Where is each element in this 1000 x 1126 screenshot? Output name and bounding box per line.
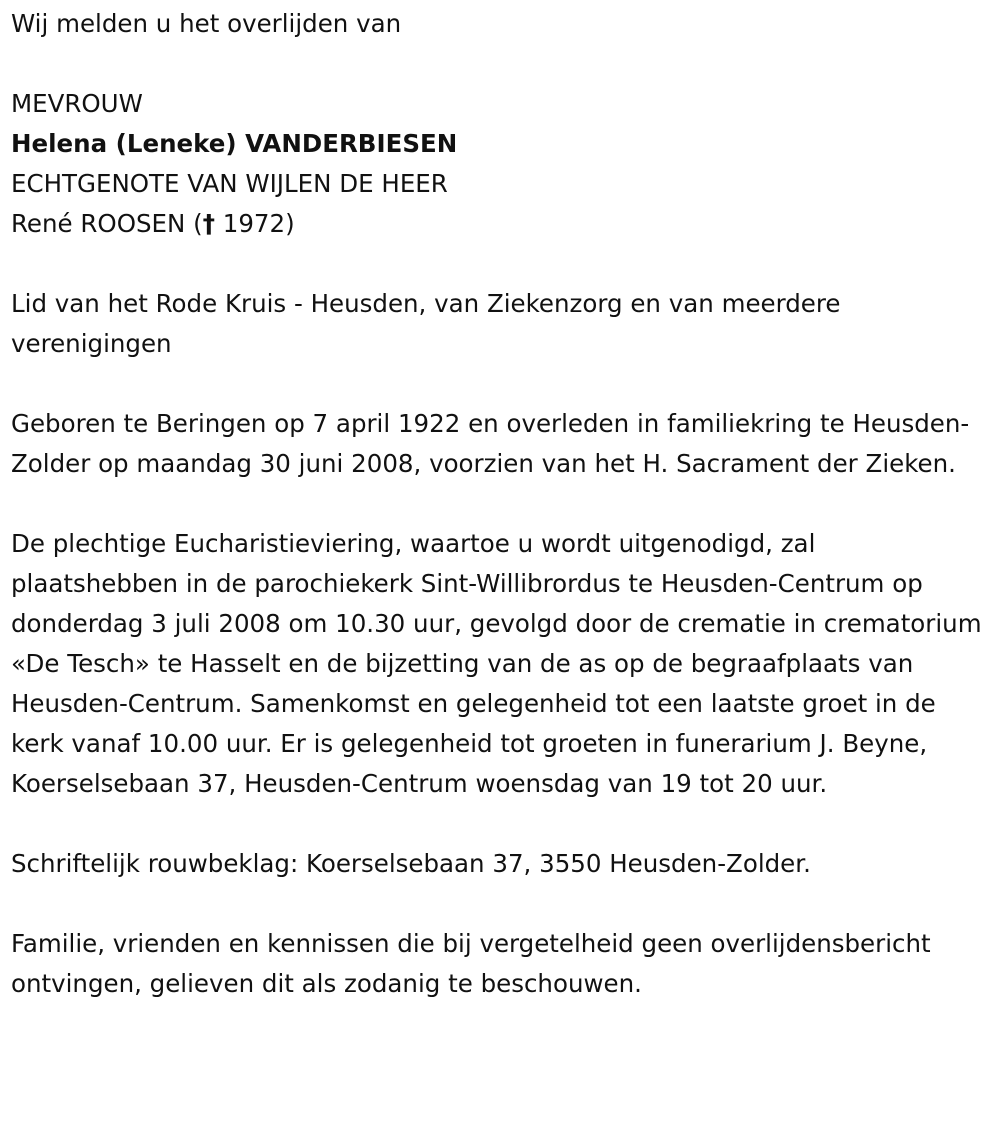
cross-icon: † — [202, 209, 215, 238]
spacer — [11, 484, 986, 524]
spouse-death-year: 1972) — [214, 209, 295, 238]
spouse-label: ECHTGENOTE VAN WIJLEN DE HEER — [11, 169, 448, 198]
spouse-name: René ROOSEN ( — [11, 209, 203, 238]
spacer — [11, 804, 986, 844]
title-prefix: MEVROUW — [11, 89, 143, 118]
closing-text: Familie, vrienden en kennissen die bij vergetelheid geen overlijdensbericht ontvingen, gelieven dit als zodanig te beschouwen. — [11, 929, 931, 998]
birth-death-text: Geboren te Beringen op 7 april 1922 en overleden in familiekring te Heusden-Zolder op maandag 30 juni 2008, voorzien van het H. Sacrament der Zieken. — [11, 409, 970, 478]
spacer — [11, 244, 986, 284]
spacer — [11, 364, 986, 404]
spacer — [11, 884, 986, 924]
condolences-text: Schriftelijk rouwbeklag: Koerselsebaan 37, 3550 Heusden-Zolder. — [11, 849, 811, 878]
death-notice — [11, 4, 986, 1004]
membership-text: Lid van het Rode Kruis - Heusden, van Ziekenzorg en van meerdere verenigingen — [11, 289, 841, 358]
spacer — [11, 44, 986, 84]
deceased-name: Helena (Leneke) VANDERBIESEN — [11, 129, 458, 158]
ceremony-text: De plechtige Eucharistieviering, waartoe u wordt uitgenodigd, zal plaatshebben in de parochiekerk Sint-Willibrordus te Heusden-Centrum op donderdag 3 juli 2008 om 10.30 uur, gevolgd door de crematie in crematorium «De Tesch» te Hasselt en de bijzetting van de as op de begraafplaats van Heusden-Centrum. Samenkomst en gelegenheid tot een laatste groet in de kerk vanaf 10.00 uur. Er is gelegenheid tot groeten in funerarium J. Beyne, Koerselsebaan 37, Heusden-Centrum woensdag van 19 tot 20 uur. — [11, 529, 982, 798]
intro-text: Wij melden u het overlijden van — [11, 9, 402, 38]
spouse-line — [11, 204, 986, 244]
